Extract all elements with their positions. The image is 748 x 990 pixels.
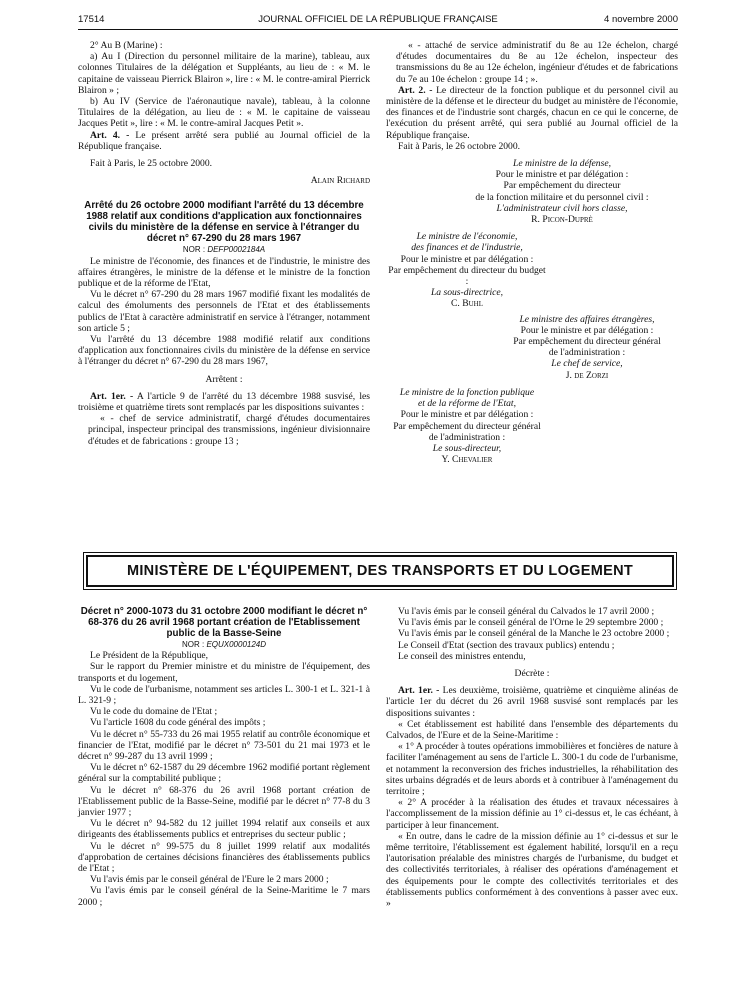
signature-line: Par empêchement du directeur du budget :: [388, 264, 546, 288]
visa: Vu l'avis émis par le conseil général de la Manche le 23 octobre 2000 ;: [398, 628, 670, 640]
signature-line: Par empêchement du directeur général: [513, 336, 661, 348]
paragraph: b) Au IV (Service de l'aéronautique navale), tableau, à la colonne Titulaires de la délégation, au lieu de : « M. le capitaine de vaisseau Jacques Petit », lire : « M. le contre-amiral Jacques Petit ».: [78, 96, 370, 130]
signature-line: Par empêchement du directeur: [503, 180, 621, 192]
visa: Vu l'avis émis par le conseil général de l'Orne le 29 septembre 2000 ;: [398, 617, 664, 629]
signature-line: de l'administration :: [428, 431, 506, 443]
signature-name: R. Picon-Duprè: [531, 214, 593, 226]
signature-line: Par empêchement du directeur général: [393, 420, 541, 432]
visa: Vu le décret n° 99-575 du 8 juillet 1999 relatif aux modalités d'approbation de certaines décisions financières des établissements publics de l'Etat ;: [78, 840, 370, 875]
article-text: Les deuxième, troisième, quatrième et cinquième alinéas de l'article 1er du décret du 26 avril 1968 susvisé sont remplacés par les dispositions suivantes :: [386, 685, 678, 719]
done-at: Fait à Paris, le 26 octobre 2000.: [398, 140, 521, 152]
paragraph: Vu le décret n° 67-290 du 28 mars 1967 modifié fixant les modalités de calcul des émoluments des personnels de l'Etat et des établissements publics de l'Etat à caractère administratif en service à l'étranger, notamment son article 5 ;: [78, 289, 370, 334]
signature-line: Pour le ministre et par délégation :: [495, 169, 629, 181]
signature-role: Le ministre de l'économie,: [416, 231, 518, 243]
paragraph: Le ministre de l'économie, des finances et de l'industrie, le ministre des affaires étrangères, le ministre de la défense et le ministre de la fonction publique et de la réforme de l'Etat,: [78, 255, 370, 290]
quoted-provision: « 1° A procéder à toutes opérations immobilières et foncières de nature à faciliter l'aménagement au sens de l'article L. 300-1 du code de l'urbanisme, et notamment la reconversion des friches industrielles, la réhabilitation des sites urbains dégradés et de leurs abords et à contribuer à l'aménagement du territoire ;: [386, 741, 678, 798]
visa: Le conseil des ministres entendu,: [398, 650, 526, 662]
article-4: [78, 130, 370, 152]
signature-line: de l'administration :: [548, 347, 626, 359]
left-bottom-column: [78, 606, 370, 908]
signature-role: Le ministre de la fonction publique: [399, 386, 535, 398]
signature-name: J. de Zorzi: [565, 369, 609, 381]
issue-date: 4 novembre 2000: [604, 14, 678, 25]
signature-line: Pour le ministre et par délégation :: [400, 253, 534, 265]
nor-label: NOR :: [181, 640, 205, 649]
quoted-provision: « En outre, dans le cadre de la mission définie au 1° ci-dessus et sur le même territoire, l'établissement est également habilité, lorsqu'il en a reçu l'autorisation préalable des ministres chargés de l'urbanisme, du budget et des collectivités territoriales, à réaliser des opérations d'aménagement et des équipements pour le compte des collectivités territoriales et des établissements publics conformément à des conventions à passer avec eux. »: [386, 830, 678, 910]
signature-role: et de la réforme de l'Etat,: [418, 398, 516, 410]
done-at: Fait à Paris, le 25 octobre 2000.: [90, 158, 213, 170]
visa: Vu le décret n° 94-582 du 12 juillet 1994 relatif aux conseils et aux dirigeants des établissements publics et entreprises du secteur public ;: [78, 818, 370, 841]
visa: Vu le décret n° 62-1587 du 29 décembre 1962 modifié portant règlement général sur la comptabilité publique ;: [78, 762, 370, 785]
article-1: [386, 685, 678, 719]
signature-line: Pour le ministre et par délégation :: [520, 324, 654, 336]
visa: Vu le code du domaine de l'Etat ;: [90, 706, 218, 718]
signature-line: La sous-directrice,: [430, 287, 504, 299]
nor-label: NOR :: [182, 245, 206, 255]
nor-reference: [78, 639, 370, 650]
signature-line: Pour le ministre et par délégation :: [400, 409, 534, 421]
visa: Vu le décret n° 68-376 du 26 avril 1968 portant création de l'Etablissement public de la Basse-Seine, modifié par le décret n° 77-8 du 3 janvier 1977 ;: [78, 784, 370, 819]
quoted-provision: « - chef de service administratif, chargé d'études documentaires principal, inspecteur principal des transmissions, ingénieur divisionnaire d'études et de fabrications : groupe 13 ;: [88, 413, 370, 447]
signature-name: Y. Chevalier: [441, 454, 493, 466]
journal-title: JOURNAL OFFICIEL DE LA RÉPUBLIQUE FRANÇAISE: [258, 14, 498, 25]
signature-line: Le chef de service,: [551, 358, 623, 370]
signer: Alain Richard: [310, 175, 370, 187]
visa: Vu l'avis émis par le conseil général de l'Eure le 2 mars 2000 ;: [90, 874, 329, 886]
article-text: Le directeur de la fonction publique et du personnel civil au ministère de la défense et le directeur du budget au ministère de l'économie, des finances et de l'industrie sont chargés, chacun en ce qui le concerne, de l'exécution du présent arrêté, qui sera publié au Journal officiel de la République française.: [386, 84, 678, 141]
signature-affaires: [496, 314, 678, 381]
signature-economie: [386, 231, 548, 309]
article-1: [78, 391, 370, 413]
header-rule: [78, 29, 678, 30]
signature-line: L'administrateur civil hors classe,: [496, 202, 628, 214]
decrete: Décrète :: [514, 668, 550, 680]
paragraph: Vu l'arrêté du 13 décembre 1988 modifié relatif aux conditions d'application aux fonctionnaires civils du ministère de la défense en service à l'étranger du décret n° 67-290 du 28 mars 1967,: [78, 334, 370, 368]
arrete-title: Arrêté du 26 octobre 2000 modifiant l'arrêté du 13 décembre 1988 relatif aux conditions d'application aux fonctionnaires civils du ministère de la défense en service à l'étranger du décret n° 67-290 du 28 mars 1967: [84, 200, 364, 245]
quoted-provision: « Cet établissement est habilité dans l'ensemble des départements du Calvados, de l'Eure et de la Seine-Maritime :: [386, 718, 678, 742]
quoted-provision: « - attaché de service administratif du 8e au 12e échelon, chargé d'études documentaires du 8e au 12e échelon, inspecteur des transmissions du 8e au 12e échelon, ingénieur d'études et de fabrications du 7e au 10e échelon : groupe 14 ; ».: [396, 40, 678, 85]
visa: Vu l'avis émis par le conseil général de la Seine-Maritime le 7 mars 2000 ;: [78, 885, 370, 908]
signature-line: de la fonction militaire et du personnel civil :: [475, 191, 649, 203]
page-number: 17514: [78, 14, 105, 25]
article-label: Art. 1er. -: [398, 685, 440, 697]
article-label: Art. 4. -: [90, 129, 130, 141]
paragraph: 2° Au B (Marine) :: [90, 40, 163, 51]
arretent: Arrêtent :: [205, 373, 243, 385]
visa: Vu l'article 1608 du code général des impôts ;: [90, 717, 266, 729]
ministry-banner-title: MINISTÈRE DE L'ÉQUIPEMENT, DES TRANSPORTS ET DU LOGEMENT: [126, 563, 634, 579]
article-text: Le présent arrêté sera publié au Journal officiel de la République française.: [78, 129, 370, 152]
article-2: [386, 85, 678, 141]
right-top-column: [386, 40, 678, 465]
nor-reference: [78, 244, 370, 255]
decret-title: Décret n° 2000-1073 du 31 octobre 2000 modifiant le décret n° 68-376 du 26 avril 1968 portant création de l'Etablissement public de la Basse-Seine: [80, 606, 368, 639]
visa: Le Président de la République,: [90, 650, 209, 662]
visa: Le Conseil d'Etat (section des travaux publics) entendu ;: [398, 639, 615, 651]
signature-role: Le ministre des affaires étrangères,: [519, 313, 655, 325]
quoted-provision: « 2° A procéder à la réalisation des études et travaux nécessaires à l'accomplissement de la mission définie au 1° ci-dessus et, le cas échéant, à participer à leur financement.: [386, 797, 678, 831]
ministry-banner: [86, 555, 674, 587]
signature-role: Le ministre de la défense,: [513, 158, 611, 170]
right-bottom-column: [386, 606, 678, 909]
nor-code: DEFP0002184A: [207, 245, 266, 255]
signature-line: Le sous-directeur,: [432, 442, 502, 454]
article-text: A l'article 9 de l'arrêté du 13 décembre 1988 susvisé, les troisième et quatrième tirets sont remplacés par les dispositions suivantes :: [78, 390, 370, 414]
signature-defense: [446, 158, 678, 225]
signature-role: des finances et de l'industrie,: [411, 242, 523, 254]
page-header: [78, 14, 678, 28]
visa: Vu l'avis émis par le conseil général du Calvados le 17 avril 2000 ;: [398, 606, 655, 617]
left-top-column: [78, 40, 370, 447]
signature-name: C. Buhl: [451, 298, 483, 310]
visa: Sur le rapport du Premier ministre et du ministre de l'équipement, des transports et du logement,: [78, 661, 370, 684]
nor-code: EQUX0000124D: [206, 640, 267, 649]
visa: Vu le code de l'urbanisme, notamment ses articles L. 300-1 et L. 321-1 à L. 321-9 ;: [78, 683, 370, 707]
article-label: Art. 2. -: [398, 84, 433, 96]
signature-fonction-publique: [386, 387, 548, 465]
paragraph: a) Au I (Direction du personnel militaire de la marine), tableau, aux colonnes Titulaires de la délégation et Suppléants, au lieu de : « M. le capitaine de vaisseau Pierrick Blairon », lire : « M. le contre-amiral Pierrick Blairon » ;: [78, 51, 370, 96]
article-label: Art. 1er. -: [90, 390, 134, 402]
visa: Vu le décret n° 55-733 du 26 mai 1955 relatif au contrôle économique et financier de l'Etat, modifié par le décret n° 73-501 du 21 mai 1973 et le décret n° 99-287 du 13 avril 1999 ;: [78, 728, 370, 763]
